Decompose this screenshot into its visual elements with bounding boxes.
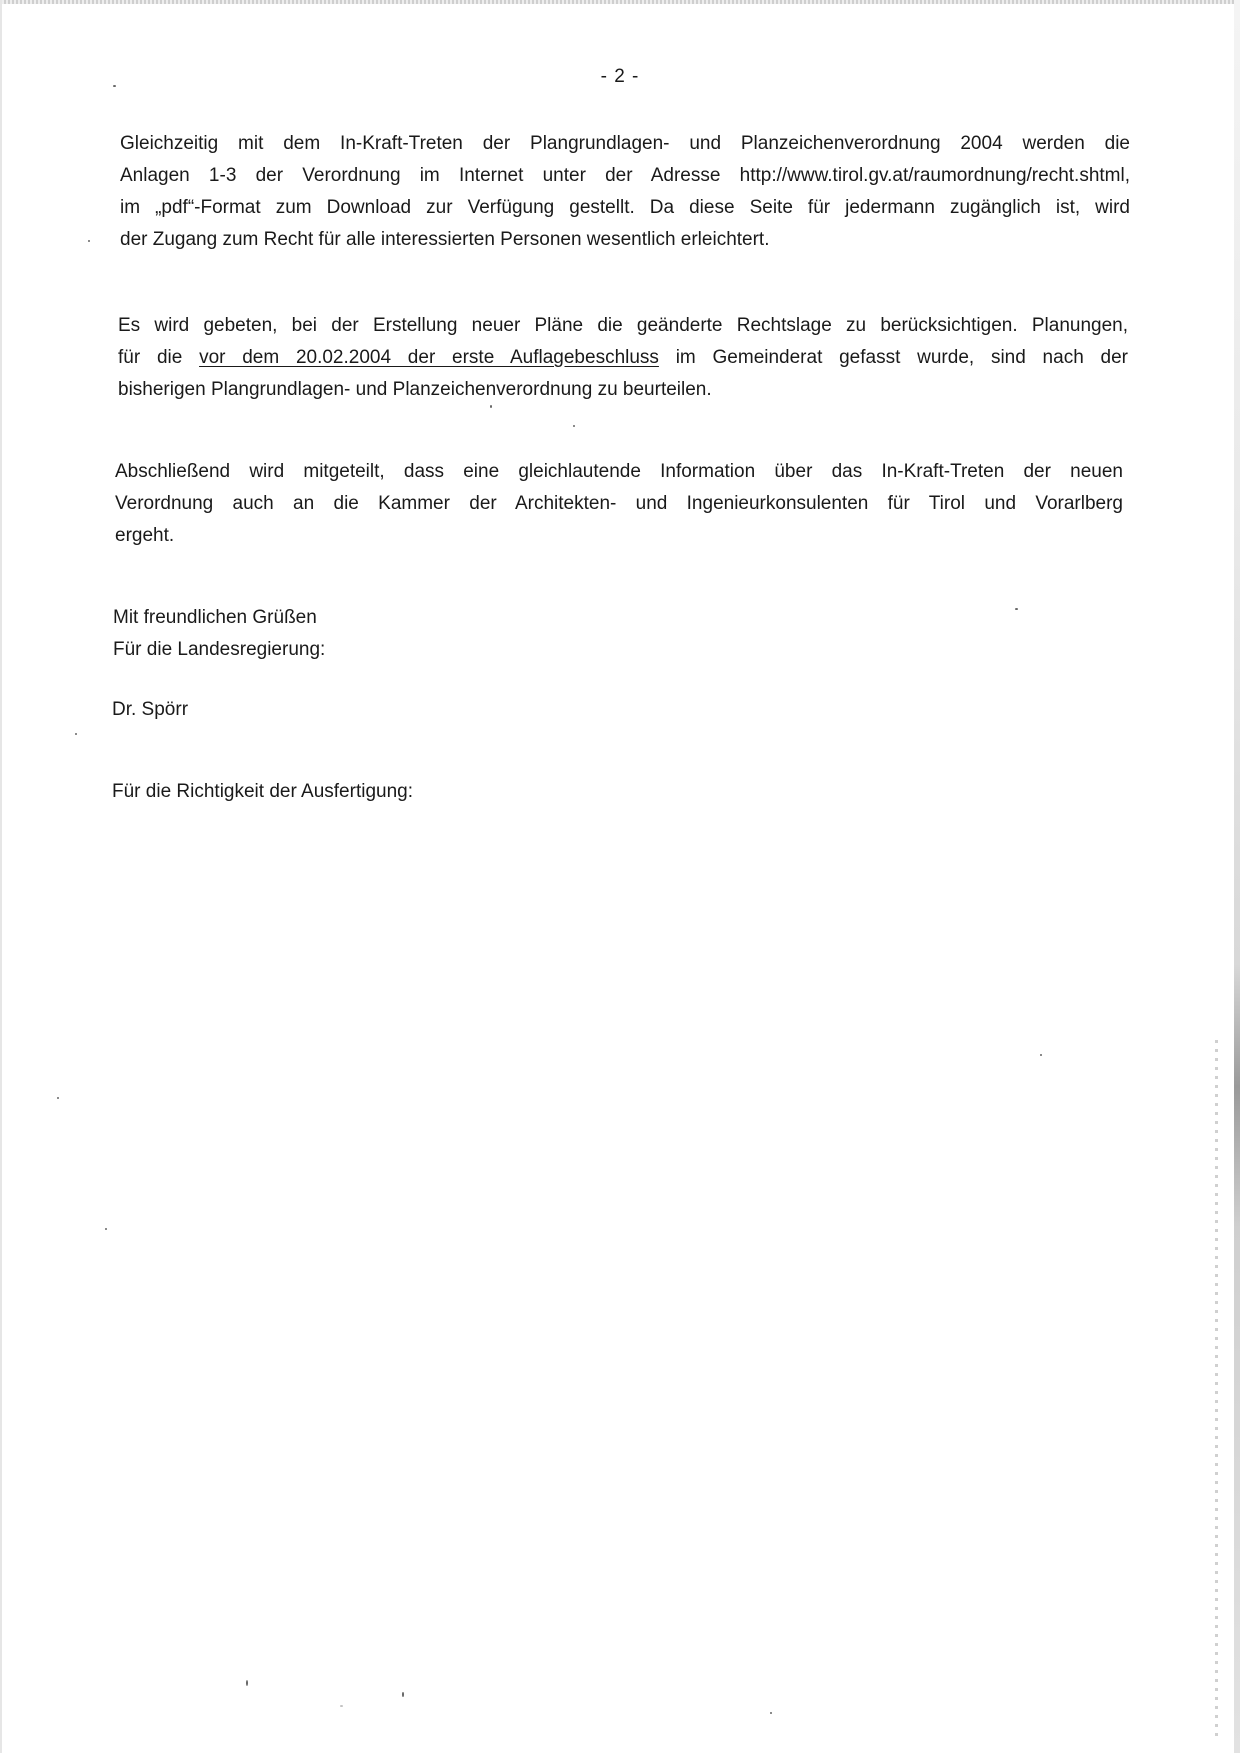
closing-on-behalf: Für die Landesregierung: — [113, 639, 326, 660]
paragraph-closing-info — [115, 456, 1123, 552]
signer-name: Dr. Spörr — [112, 699, 189, 720]
scan-speck — [75, 733, 77, 735]
text-before-underline: für die — [118, 347, 200, 368]
underlined-date-clause: vor dem 20.02.2004 der erste Auflagebeschluss — [199, 347, 659, 368]
scan-speck — [105, 1228, 107, 1230]
scan-speck — [1040, 1054, 1042, 1056]
scan-edge-left — [0, 0, 2, 1753]
scan-speck — [340, 1705, 343, 1707]
scan-edge-right — [1234, 0, 1240, 1753]
paragraph-line: im „pdf“-Format zum Download zur Verfügung gestellt. Da diese Seite für jedermann zugänglich ist, wird — [120, 197, 1130, 218]
paragraph-line: Gleichzeitig mit dem In-Kraft-Treten der Plangrundlagen- und Planzeichenverordnung 2004 werden die — [120, 133, 1130, 154]
scan-speck — [402, 1692, 404, 1697]
scan-speck — [246, 1680, 248, 1686]
page-number: - 2 - — [600, 66, 640, 87]
scan-speck — [1015, 608, 1018, 610]
paragraph-line: ergeht. — [115, 525, 175, 546]
scan-speck — [770, 1712, 772, 1714]
paragraph-online-availability — [120, 128, 1130, 256]
paragraph-legal-note — [118, 310, 1128, 406]
scan-speck — [57, 1097, 59, 1099]
certification-line: Für die Richtigkeit der Ausfertigung: — [112, 781, 413, 802]
paragraph-line: Abschließend wird mitgeteilt, dass eine gleichlautende Information über das In-Kraft-Treten der neuen — [115, 461, 1123, 482]
closing-greeting: Mit freundlichen Grüßen — [113, 607, 317, 628]
paragraph-line: Verordnung auch an die Kammer der Architekten- und Ingenieurkonsulenten für Tirol und Vorarlberg — [115, 493, 1123, 514]
scan-speck — [113, 85, 116, 87]
paragraph-line: Es wird gebeten, bei der Erstellung neuer Pläne die geänderte Rechtslage zu berücksichtigen. Planungen, — [118, 315, 1128, 336]
paragraph-line-with-underline — [118, 342, 1128, 374]
scan-artifact-strip — [1215, 1040, 1218, 1740]
scan-edge-top — [0, 0, 1240, 4]
text-after-underline: im Gemeinderat gefasst wurde, sind nach der — [658, 347, 1128, 368]
paragraph-line: Anlagen 1-3 der Verordnung im Internet unter der Adresse http://www.tirol.gv.at/raumordnung/recht.shtml, — [120, 165, 1130, 186]
paragraph-line: bisherigen Plangrundlagen- und Planzeichenverordnung zu beurteilen. — [118, 379, 712, 400]
scan-speck — [88, 240, 90, 242]
scan-speck — [573, 425, 575, 427]
scan-speck — [490, 405, 492, 408]
paragraph-line: der Zugang zum Recht für alle interessierten Personen wesentlich erleichtert. — [120, 229, 770, 250]
